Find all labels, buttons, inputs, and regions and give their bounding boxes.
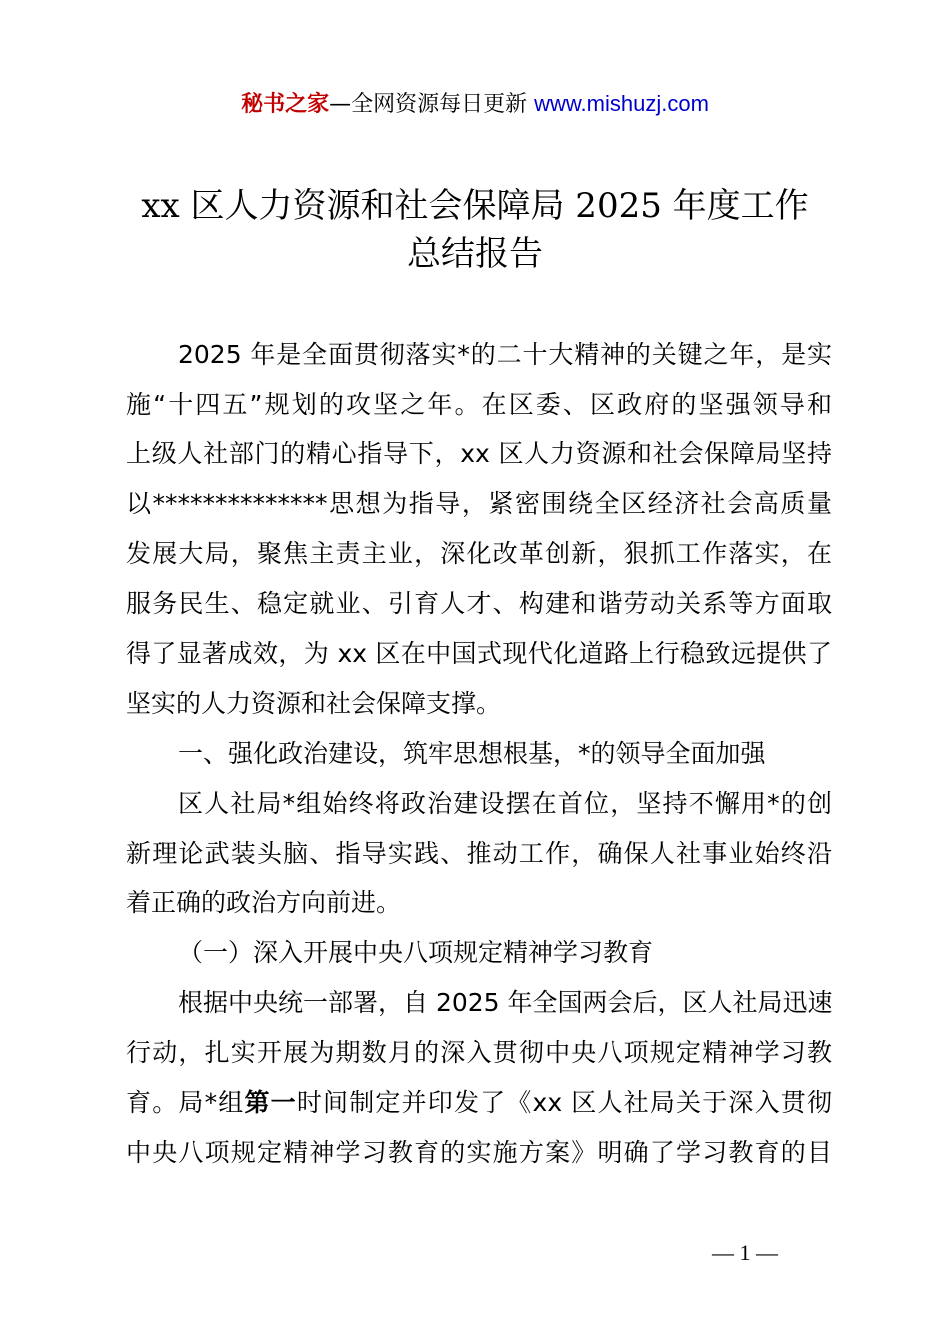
paragraph-line: 服务民生、稳定就业、引育人才、构建和谐劳动关系等方面取 bbox=[126, 589, 832, 618]
page-number: — 1 — bbox=[712, 1240, 778, 1265]
paragraph-line: 中央八项规定精神学习教育的实施方案》明确了学习教育的目 bbox=[126, 1138, 832, 1167]
bold-text-run: 第一 bbox=[244, 1088, 297, 1117]
banner-slogan: —全网资源每日更新 bbox=[329, 92, 535, 117]
paragraph-line bbox=[126, 1086, 832, 1120]
paragraph-line: 坚实的人力资源和社会保障支撑。 bbox=[126, 689, 502, 718]
paragraph-line: 根据中央统一部署，自 2025 年全国两会后，区人社局迅速 bbox=[178, 988, 833, 1017]
text-run: 时间制定并印发了《xx 区人社局关于深入贯彻 bbox=[296, 1088, 832, 1117]
paragraph-line: 2025 年是全面贯彻落实*的二十大精神的关键之年，是实 bbox=[178, 340, 832, 369]
title-line-2: 总结报告 bbox=[407, 234, 543, 274]
paragraph-line: 上级人社部门的精心指导下，xx 区人力资源和社会保障局坚持 bbox=[126, 439, 832, 468]
brand-name: 秘书之家 bbox=[241, 92, 330, 117]
title-line-1: xx 区人力资源和社会保障局 2025 年度工作 bbox=[141, 186, 809, 226]
paragraph-line: 行动，扎实开展为期数月的深入贯彻中央八项规定精神学习教 bbox=[126, 1038, 832, 1067]
paragraph-line: 得了显著成效，为 xx 区在中国式现代化道路上行稳致远提供了 bbox=[126, 639, 832, 668]
section-heading-2: （一）深入开展中央八项规定精神学习教育 bbox=[178, 938, 654, 967]
paragraph-line: 着正确的政治方向前进。 bbox=[126, 888, 402, 917]
paragraph-line: 新理论武装头脑、指导实践、推动工作，确保人社事业始终沿 bbox=[126, 839, 832, 868]
text-run: 育。局*组 bbox=[126, 1088, 245, 1117]
paragraph-line: 区人社局*组始终将政治建设摆在首位，坚持不懈用*的创 bbox=[178, 789, 832, 818]
paragraph-line: 施“十四五”规划的攻坚之年。在区委、区政府的坚强领导和 bbox=[126, 390, 832, 419]
paragraph-line: 发展大局，聚焦主责主业，深化改革创新，狠抓工作落实，在 bbox=[126, 539, 832, 568]
paragraph-line: 以**************思想为指导，紧密围绕全区经济社会高质量 bbox=[126, 489, 832, 518]
section-heading-1: 一、强化政治建设，筑牢思想根基，*的领导全面加强 bbox=[178, 739, 766, 768]
banner-url[interactable]: www.mishuzj.com bbox=[534, 91, 709, 116]
